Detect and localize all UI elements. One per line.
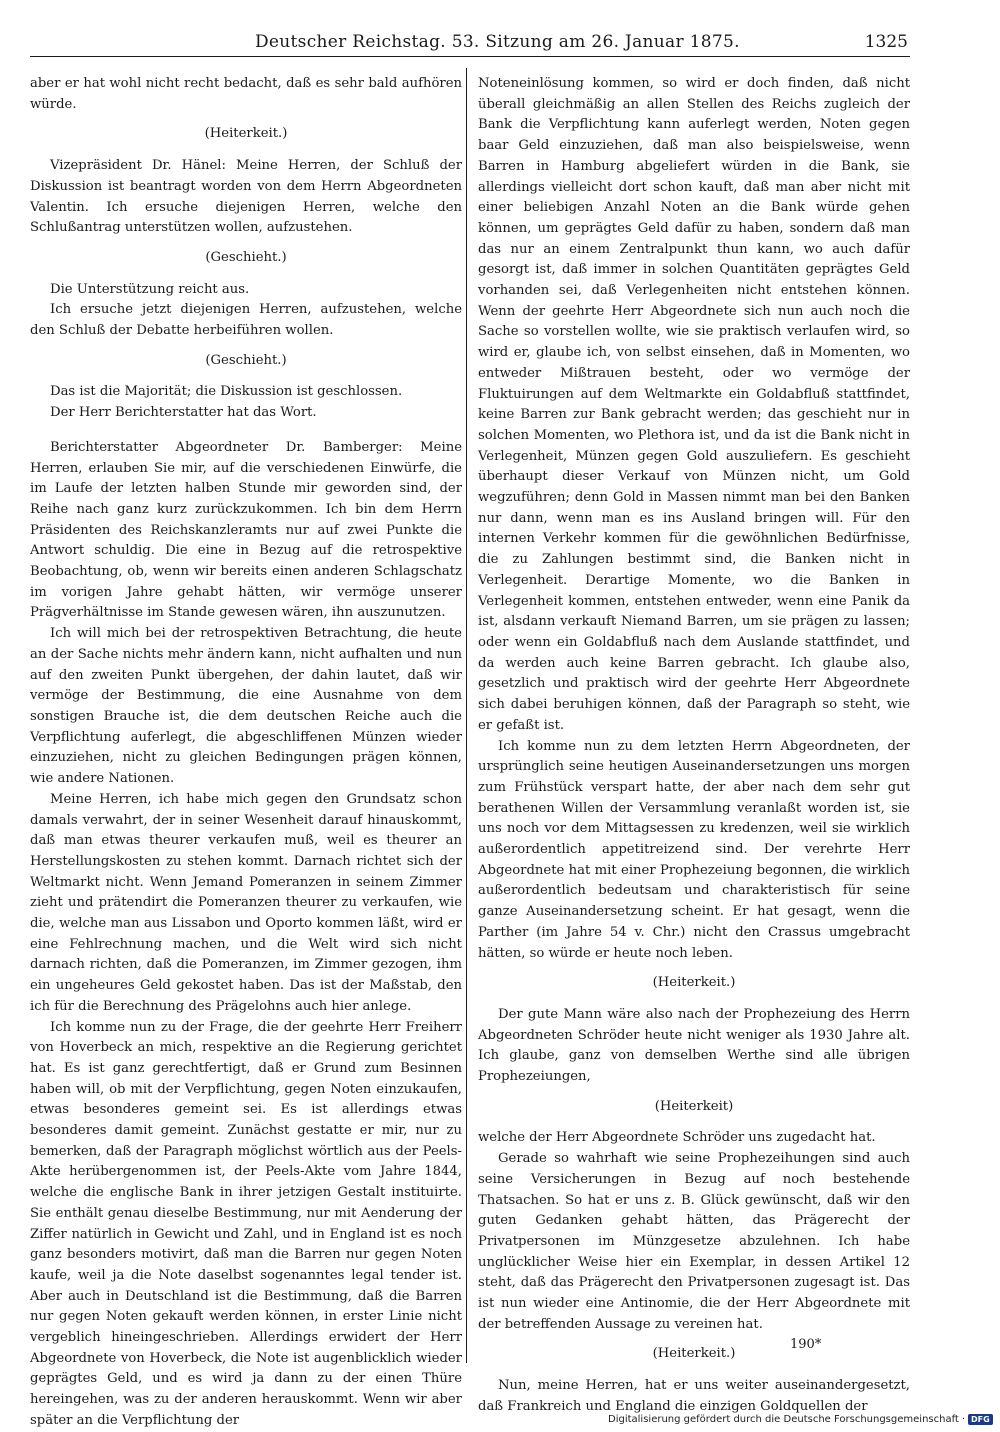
paragraph: Ich komme nun zu dem letzten Herrn Abgeordneten, der ursprünglich seine heutigen Auseinandersetzungen uns morgen zum Frühstück verspart hatte, der aber nach dem sehr gut berathenen Willen der Versammlung veranlaßt worden ist, sie uns noch vor dem Mittagsessen zu kredenzen, weil sie wirklich außerordentlich appetitreizend sind. Der verehrte Herr Abgeordnete hat mit einer Prophezeiung begonnen, die wirklich außerordentlich bedeutsam und charakteristisch für seine ganze Auseinandersetzung scheint. Er hat gesagt, wenn die Parther (im Jahre 54 v. Chr.) nicht den Crassus umgebracht hätten, so würde er heute noch leben. [478, 738, 910, 961]
paragraph: Nun, meine Herren, hat er uns weiter auseinandergesetzt, daß Frankreich und England die einzigen Goldquellen der [478, 1378, 910, 1414]
digitization-credit [608, 1414, 993, 1425]
paragraph: Ich will mich bei der retrospektiven Betrachtung, die heute an der Sache nichts mehr ändern kann, nicht aufhalten und nun auf den zweiten Punkt übergehen, der dahin lautet, daß wir vermöge der Bestimmung, die eine Ausnahme von dem sonstigen Brauche ist, die dem deutschen Reiche auch die Verpflichtung auferlegt, die abgeschliffenen Münzen wieder einzuziehen, nicht zu gleichen Bedingungen prägen können, wie andere Nationen. [30, 626, 462, 787]
page-header [0, 0, 1000, 60]
running-header-title: Deutscher Reichstag. 53. Sitzung am 26. Januar 1875. [255, 32, 740, 52]
credit-text: Digitalisierung gefördert durch die Deutsche Forschungsgemeinschaft [608, 1414, 959, 1425]
paragraph-continuation: welche der Herr Abgeordnete Schröder uns zugedacht hat. [478, 1130, 876, 1146]
stage-direction: (Geschieht.) [205, 352, 287, 368]
dfg-logo: DFG [968, 1414, 993, 1425]
column-divider [466, 68, 467, 1363]
left-text-column [30, 74, 462, 1428]
paragraph: Gerade so wahrhaft wie seine Prophezeihungen sind auch seine Versicherungen in Bezug auf noch bestehende Thatsachen. So hat er uns z. B. Glück gewünscht, daß wir den guten Gedanken gehabt hätten, das Prägerecht der Privatpersonen im Münzgesetze abzulehnen. Ich habe unglücklicher Weise hier ein Exemplar, in dessen Artikel 12 steht, daß das Prägerecht den Privatpersonen zugesagt ist. Das ist nun wieder eine Antinomie, die der Herr Abgeordnete mit der betreffenden Aussage zu vereinen hat. [478, 1151, 910, 1332]
paragraph: Die Unterstützung reicht aus. [50, 281, 250, 297]
paragraph: Das ist die Majorität; die Diskussion ist geschlossen. [50, 384, 403, 400]
paragraph: Vizepräsident Dr. Hänel: Meine Herren, der Schluß der Diskussion ist beantragt worden von dem Herrn Abgeordneten Valentin. Ich ersuche diejenigen Herren, welche den Schlußantrag unterstützen wollen, aufzustehen. [30, 158, 462, 236]
header-rule [30, 56, 910, 57]
paragraph: Der gute Mann wäre also nach der Prophezeiung des Herrn Abgeordneten Schröder heute nicht weniger als 1930 Jahre alt. Ich glaube, ganz von demselben Werthe sind alle übrigen Prophezeiungen, [478, 1006, 910, 1085]
stage-direction: (Heiterkeit.) [652, 1346, 736, 1362]
paragraph: Meine Herren, ich habe mich gegen den Grundsatz schon damals verwahrt, der in seiner Wesenheit darauf hinauskommt, daß man etwas theurer verkaufen muß, weil es theurer an Herstellungskosten zu stehen kommt. Darnach richtet sich der Weltmarkt nicht. Wenn Jemand Pomeranzen in seinem Zimmer zieht und prätendirt die Pomeranzen theurer zu verkaufen, wie die, welche man aus Lissabon und Oporto kommen läßt, wird er eine Fehlrechnung machen, und die Welt wird sich nicht darnach richten, daß die Pomeranzen, im Zimmer gezogen, ihm ein ungeheures Geld gekostet haben. Das ist der Maßstab, den ich für die Berechnung des Prägelohns auch hier anlege. [30, 791, 462, 1014]
paragraph: Berichterstatter Abgeordneter Dr. Bamberger: Meine Herren, erlauben Sie mir, auf die verschiedenen Einwürfe, die im Laufe der letzten halben Stunde mir geworden sind, der Reihe nach ganz kurz zurückzukommen. Ich bin dem Herrn Präsidenten des Reichskanzleramts nur auf zwei Punkte die Antwort schuldig. Die eine in Bezug auf die retrospektive Beobachtung, ob, wenn wir bereits einen anderen Schlagschatz im vorigen Jahre gehabt hätten, wir vermöge unserer Prägverhältnisse im Stande gewesen wären, ihn auszunutzen. [30, 439, 462, 621]
paragraph: Ich ersuche jetzt diejenigen Herren, aufzustehen, welche den Schluß der Debatte herbeiführen wollen. [30, 302, 462, 339]
paragraph: Der Herr Berichterstatter hat das Wort. [50, 405, 317, 421]
page-number: 1325 [864, 32, 908, 52]
stage-direction: (Heiterkeit.) [652, 975, 736, 991]
stage-direction: (Heiterkeit.) [204, 126, 288, 142]
paragraph-continuation: aber er hat wohl nicht recht bedacht, daß es sehr bald aufhören würde. [30, 76, 462, 112]
signature-mark: 190* [790, 1337, 822, 1352]
stage-direction: (Geschieht.) [205, 249, 287, 265]
paragraph: Ich komme nun zu der Frage, die der geehrte Herr Freiherr von Hoverbeck an mich, respektive an die Regierung gerichtet hat. Es ist ganz gerechtfertigt, daß er Grund zum Besinnen haben will, ob mit der Verpflichtung, gegen Noten einzukaufen, etwas besonderes gemeint sei. Es ist allerdings etwas besonderes damit gemeint. Zunächst gestatte er mir, nur zu bemerken, daß der Paragraph möglichst wörtlich aus der Peels-Akte herübergenommen ist, der Peels-Akte vom Jahre 1844, welche die englische Bank in ihrer jetzigen Gestalt instituirte. Sie enthält genau dieselbe Bestimmung, nur mit Aenderung der Ziffer natürlich in Gewicht und Zahl, und in England ist es noch ganz besonders motivirt, daß man die Barren nur gegen Noten kaufe, weil ja die Note daselbst sogenanntes legal tender ist. Aber auch in Deutschland ist die Bestimmung, daß die Barren nur gegen Noten gekauft werden können, in erster Linie nicht vergeblich hineingeschrieben. Allerdings erwidert der Herr Abgeordnete von Hoverbeck, die Note ist augenblicklich wieder geprägtes Geld, und es wird ja dann zu der einen Thüre hereingehen, was zu der anderen herauskommt. Wenn wir aber später an die Verpflichtung der [30, 1019, 462, 1428]
separator: · [961, 1414, 966, 1425]
paragraph-continuation: Noteneinlösung kommen, so wird er doch finden, daß nicht überall gleichmäßig an allen Stellen des Reichs zugleich der Bank die Verpflichtung kann auferlegt werden, Noten gegen baar Geld einzuziehen, daß man also beispielsweise, wenn Barren in Hamburg abgeliefert würden in die Bank, sie allerdings vielleicht dort schon kauft, daß man aber nicht mit einer beliebigen Anzahl Noten an die Bank würde gehen können, um geprägtes Geld dafür zu haben, sondern daß man das nur an einem Zentralpunkt thun kann, wo auch dafür gesorgt ist, daß immer in solchen Quantitäten geprägtes Geld vorhanden sei, daß Verlegenheiten nicht entstehen können. Wenn der geehrte Herr Abgeordnete sich nun auch noch die Sache so vorstellen wollte, wie sie praktisch verlaufen wird, so wird er, glaube ich, von selbst einsehen, daß in Momenten, wo entweder Mißtrauen besteht, oder wo vermöge der Fluktuirungen auf dem Weltmarkte ein Goldabfluß stattfindet, keine Barren zur Bank gebracht werden; das geschieht nur in solchen Momenten, wo Plethora ist, und da ist die Bank nicht in Verlegenheit, Münzen gegen Gold auszuliefern. Es geschieht überhaupt dieser Verkauf von Münzen nicht, um Gold wegzuführen; denn Gold in Massen nimmt man bei den Banken nur dann, wenn man es ins Ausland bringen will. Für den internen Verkehr kommen für die gewöhnlichen Bedürfnisse, die zu Zahlungen bestimmt sind, die Banken nicht in Verlegenheit. Derartige Momente, wo die Banken in Verlegenheit kommen, entstehen entweder, wenn eine Panik da ist, alsdann verkauft Niemand Barren, um sie prägen zu lassen; oder wenn ein Goldabfluß nach dem Auslande stattfindet, und da werden auch keine Barren gebracht. Ich glaube also, gesetzlich und praktisch wird der geehrte Herr Abgeordnete sich dabei beruhigen können, daß der Paragraph so steht, wie er gefaßt ist. [478, 76, 910, 733]
stage-direction: (Heiterkeit) [654, 1098, 734, 1114]
